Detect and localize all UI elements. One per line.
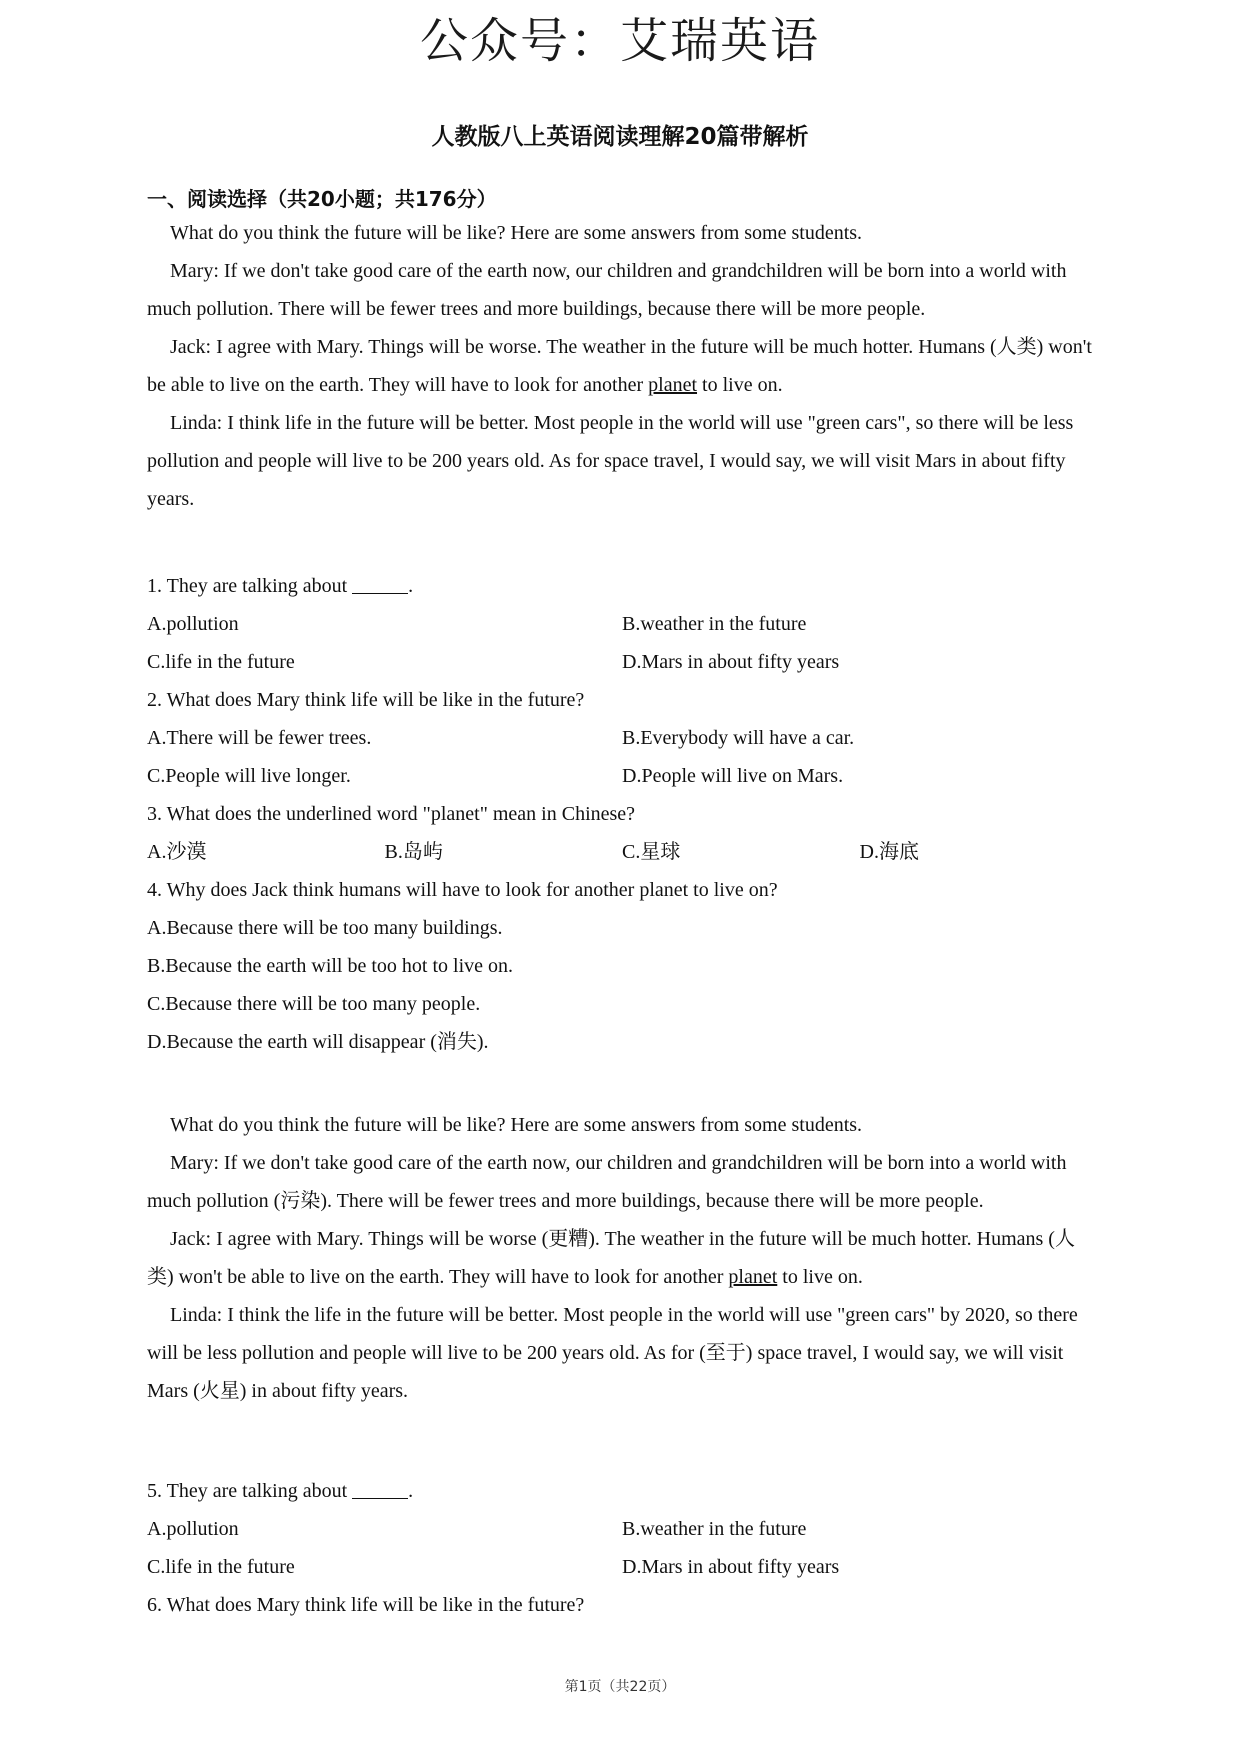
passage-2-intro: What do you think the future will be like? Here are some answers from some students.	[170, 1114, 863, 1136]
question-5-suffix: .	[408, 1480, 414, 1502]
answer-blank	[352, 571, 408, 594]
passage-2-jack-text: Jack: I agree with Mary. Things will be worse (更糟). The weather in the future will be much hotter. Humans (人类) won't be able to live on the earth. They will have to look for another	[147, 1228, 1075, 1288]
question-1	[147, 567, 1097, 605]
passage-2-jack-end: to live on.	[777, 1266, 863, 1288]
question-5-options	[147, 1510, 1097, 1548]
section-heading: 一、阅读选择（共20小题；共176分）	[147, 187, 497, 211]
question-1-suffix: .	[408, 575, 414, 597]
question-3: 3. What does the underlined word "planet" mean in Chinese?	[147, 803, 636, 825]
passage-1	[147, 214, 1097, 518]
question-3-options	[147, 833, 1097, 871]
option-a: A.Because there will be too many buildings.	[147, 917, 503, 939]
question-6: 6. What does Mary think life will be like in the future?	[147, 1594, 585, 1616]
option-a: A.There will be fewer trees.	[147, 727, 372, 749]
question-1-options	[147, 643, 1097, 681]
question-4: 4. Why does Jack think humans will have to look for another planet to live on?	[147, 879, 778, 901]
question-1-options	[147, 605, 1097, 643]
option-b: B.weather in the future	[622, 613, 807, 635]
underlined-word: planet	[728, 1266, 778, 1288]
passage-1-linda: Linda: I think life in the future will be better. Most people in the world will use "green cars", so there will be less pollution and people will live to be 200 years old. As for space travel, I would say, we will visit Mars in about fifty years.	[147, 412, 1074, 510]
passage-2-mary: Mary: If we don't take good care of the earth now, our children and grandchildren will be born into a world with much pollution (污染). There will be fewer trees and more buildings, because there will be more people.	[147, 1152, 1067, 1212]
option-d: D.People will live on Mars.	[622, 765, 844, 787]
passage-1-jack-end: to live on.	[697, 374, 783, 396]
underlined-word: planet	[648, 374, 698, 396]
passage-2-linda: Linda: I think the life in the future will be better. Most people in the world will use "green cars" by 2020, so there will be less pollution and people will live to be 200 years old. As for (至于) space travel, I would say, we will visit Mars (火星) in about fifty years.	[147, 1304, 1078, 1402]
questions-1	[147, 567, 1097, 1061]
option-d: D.Because the earth will disappear (消失).	[147, 1031, 489, 1053]
passage-1-jack-text: Jack: I agree with Mary. Things will be worse. The weather in the future will be much hotter. Humans (人类) won't be able to live on the earth. They will have to look for another	[147, 336, 1092, 396]
passage-1-intro: What do you think the future will be like? Here are some answers from some students.	[170, 222, 863, 244]
option-c: C.life in the future	[147, 1556, 295, 1578]
option-d: D.海底	[859, 841, 919, 863]
option-b: B.岛屿	[384, 841, 443, 863]
passage-2	[147, 1106, 1097, 1410]
option-a: A.pollution	[147, 613, 239, 635]
option-c: C.星球	[622, 841, 681, 863]
option-b: B.Everybody will have a car.	[622, 727, 855, 749]
passage-2-jack	[147, 1220, 1097, 1296]
question-2-options	[147, 719, 1097, 757]
page-number: 第1页（共22页）	[564, 1679, 676, 1695]
passage-1-mary: Mary: If we don't take good care of the earth now, our children and grandchildren will be born into a world with much pollution. There will be fewer trees and more buildings, because there will be more people.	[147, 260, 1067, 320]
option-c: C.Because there will be too many people.	[147, 993, 481, 1015]
question-5-options	[147, 1548, 1097, 1586]
passage-1-jack	[147, 328, 1097, 404]
option-c: C.life in the future	[147, 651, 295, 673]
option-d: D.Mars in about fifty years	[622, 1556, 840, 1578]
questions-2	[147, 1472, 1097, 1624]
option-b: B.Because the earth will be too hot to live on.	[147, 955, 514, 977]
question-2: 2. What does Mary think life will be like in the future?	[147, 689, 585, 711]
option-c: C.People will live longer.	[147, 765, 351, 787]
question-2-options	[147, 757, 1097, 795]
question-1-stem: 1. They are talking about	[147, 575, 353, 597]
option-d: D.Mars in about fifty years	[622, 651, 840, 673]
watermark: 公众号：艾瑞英语	[419, 13, 820, 69]
question-5-stem: 5. They are talking about	[147, 1480, 353, 1502]
document-title: 人教版八上英语阅读理解20篇带解析	[431, 124, 809, 150]
option-a: A.沙漠	[147, 841, 207, 863]
answer-blank	[352, 1476, 408, 1499]
option-b: B.weather in the future	[622, 1518, 807, 1540]
option-a: A.pollution	[147, 1518, 239, 1540]
question-5	[147, 1472, 1097, 1510]
